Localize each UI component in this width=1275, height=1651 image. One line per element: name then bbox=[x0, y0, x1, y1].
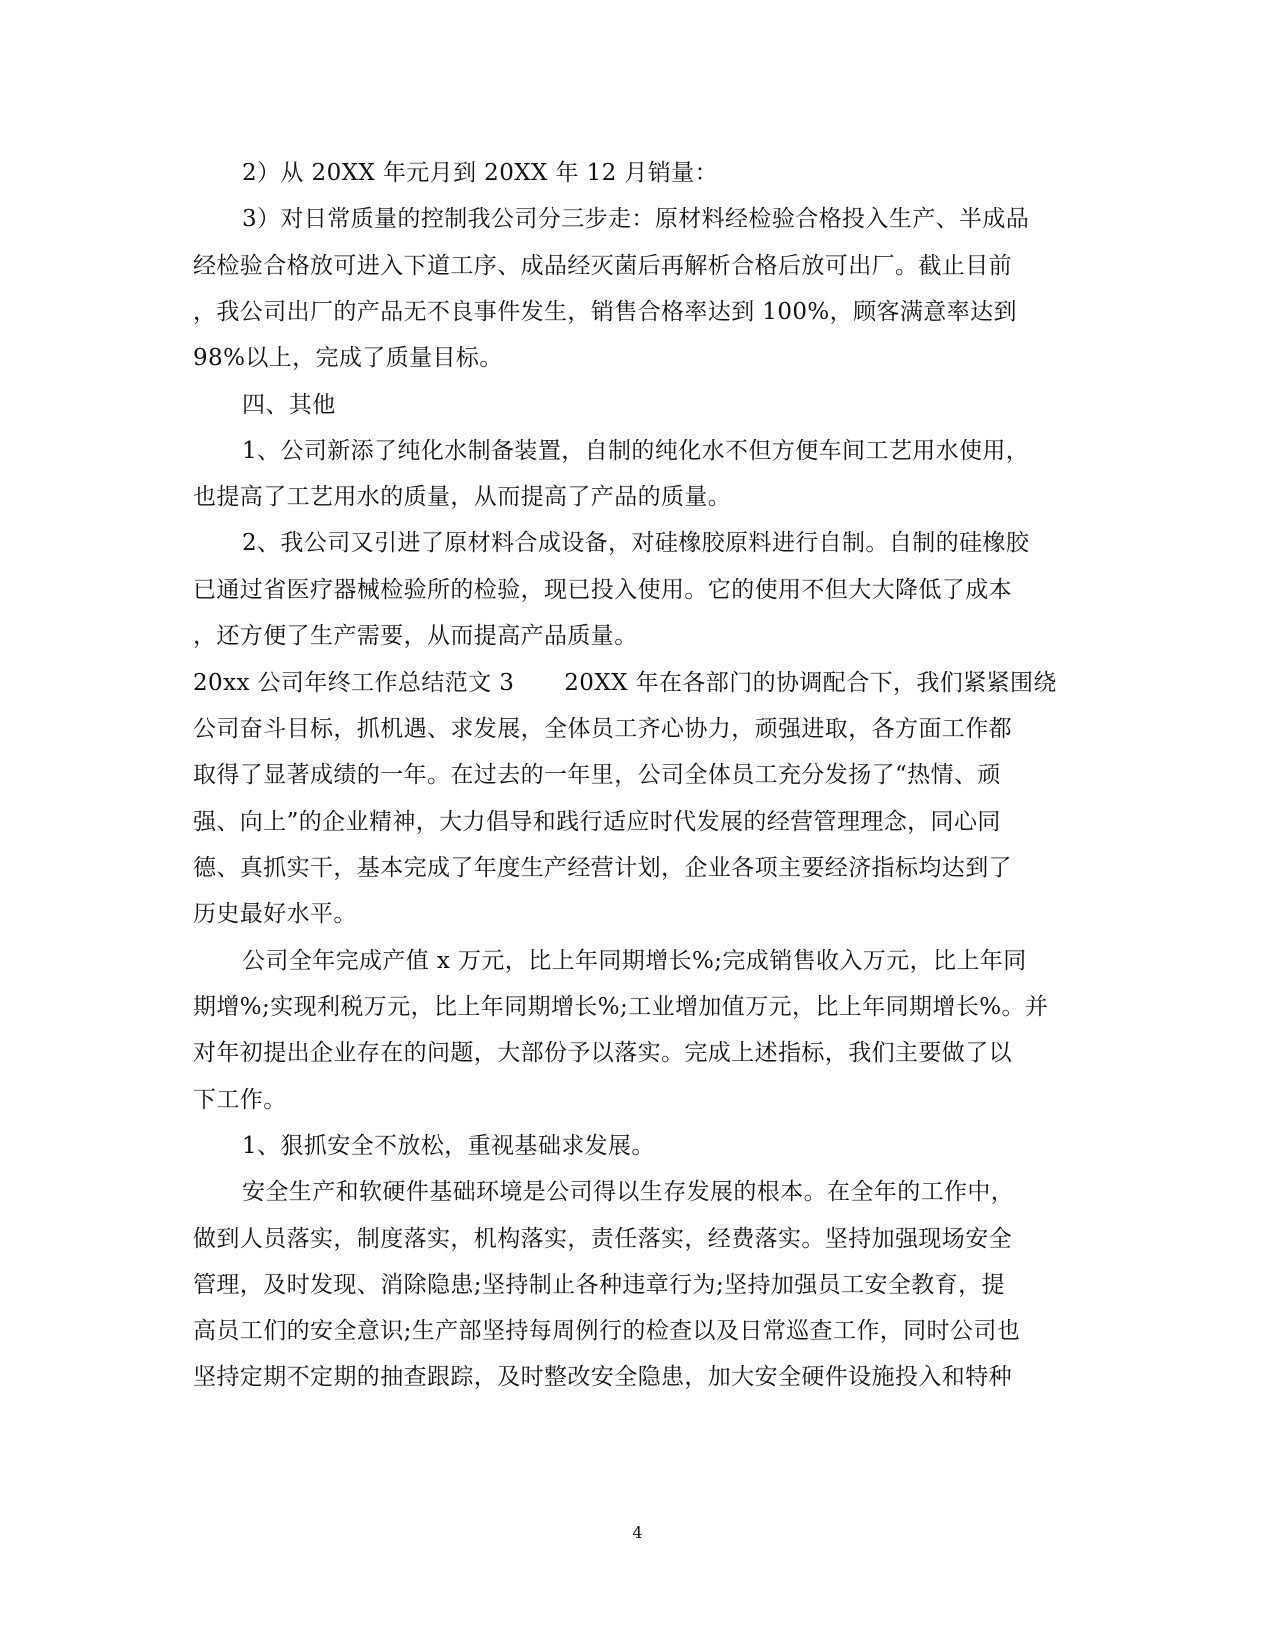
text-line: 3）对日常质量的控制我公司分三步走：原材料经检验合格投入生产、半成品 bbox=[242, 206, 1030, 232]
document-heading: 20xx 公司年终工作总结范文 3 bbox=[193, 670, 515, 696]
text-line: 下工作。 bbox=[193, 1087, 287, 1113]
section-heading: 四、其他 bbox=[242, 392, 336, 418]
text-line bbox=[193, 668, 1093, 698]
text-line: 已通过省医疗器械检验所的检验，现已投入使用。它的使用不但大大降低了成本 bbox=[193, 577, 1012, 603]
text-line: 安全生产和软硬件基础环境是公司得以生存发展的根本。在全年的工作中， bbox=[242, 1179, 1015, 1205]
text-line: 2）从 20XX 年元月到 20XX 年 12 月销量： bbox=[242, 160, 718, 186]
text-line: 历史最好水平。 bbox=[193, 901, 357, 927]
text-line: 公司奋斗目标，抓机遇、求发展，全体员工齐心协力，顽强进取，各方面工作都 bbox=[193, 716, 1012, 742]
text-line: 强、向上”的企业精神，大力倡导和践行适应时代发展的经营管理理念，同心同 bbox=[193, 809, 1001, 835]
text-line: 管理，及时发现、消除隐患;坚持制止各种违章行为;坚持加强员工安全教育，提 bbox=[193, 1272, 1005, 1298]
text-line: 1、公司新添了纯化水制备装置，自制的纯化水不但方便车间工艺用水使用， bbox=[242, 438, 1030, 464]
page-number: 4 bbox=[632, 1523, 643, 1542]
text-line-continuation: 20XX 年在各部门的协调配合下，我们紧紧围绕 bbox=[564, 670, 1057, 696]
text-line: 98%以上，完成了质量目标。 bbox=[193, 345, 503, 371]
text-line: 做到人员落实，制度落实，机构落实，责任落实，经费落实。坚持加强现场安全 bbox=[193, 1226, 1012, 1252]
text-line: 公司全年完成产值 x 万元，比上年同期增长%;完成销售收入万元，比上年同 bbox=[242, 948, 1027, 974]
text-line: 对年初提出企业存在的问题，大部份予以落实。完成上述指标，我们主要做了以 bbox=[193, 1040, 1012, 1066]
text-line: 德、真抓实干，基本完成了年度生产经营计划，企业各项主要经济指标均达到了 bbox=[193, 855, 1012, 881]
text-line: 取得了显著成绩的一年。在过去的一年里，公司全体员工充分发扬了“热情、顽 bbox=[193, 762, 1001, 788]
text-line: 坚持定期不定期的抽查跟踪，及时整改安全隐患，加大安全硬件设施投入和特种 bbox=[193, 1364, 1012, 1390]
text-line: ，还方便了生产需要，从而提高产品质量。 bbox=[193, 623, 638, 649]
text-line: 1、狠抓安全不放松，重视基础求发展。 bbox=[242, 1133, 655, 1159]
text-line: 2、我公司又引进了原材料合成设备，对硅橡胶原料进行自制。自制的硅橡胶 bbox=[242, 530, 1030, 556]
text-line: ，我公司出厂的产品无不良事件发生，销售合格率达到 100%，顾客满意率达到 bbox=[193, 299, 1017, 325]
text-line: 也提高了工艺用水的质量，从而提高了产品的质量。 bbox=[193, 484, 732, 510]
text-line: 高员工们的安全意识;生产部坚持每周例行的检查以及日常巡查工作，同时公司也 bbox=[193, 1318, 1021, 1344]
text-line: 经检验合格放可进入下道工序、成品经灭菌后再解析合格后放可出厂。截止目前 bbox=[193, 253, 1012, 279]
text-line: 期增%;实现利税万元，比上年同期增长%;工业增加值万元，比上年同期增长%。并 bbox=[193, 994, 1049, 1020]
